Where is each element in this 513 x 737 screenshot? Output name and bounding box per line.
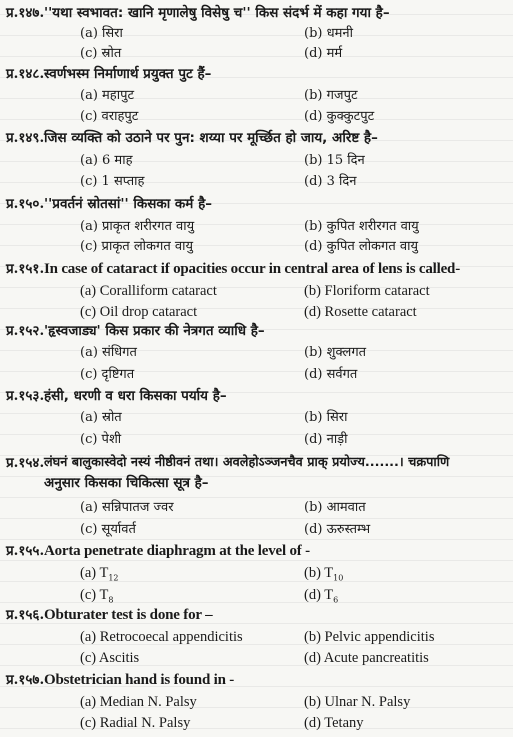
question-152 [0, 321, 513, 382]
option-d: (d) Tetany [304, 715, 364, 731]
question-154 [0, 453, 513, 537]
question-number: प्र.१४८. [6, 66, 45, 82]
question-151 [0, 259, 513, 320]
option-b: (b) धमनी [304, 26, 353, 41]
option-a: (a) सिरा [80, 26, 123, 41]
option-c: (c) सूर्यावर्त [80, 522, 136, 537]
question-149 [0, 128, 513, 189]
option-d: (d) Acute pancreatitis [304, 650, 429, 666]
question-text: Obturater test is done for – [44, 607, 213, 623]
question-number: प्र.१५३. [6, 388, 45, 404]
option-d: (d) Rosette cataract [304, 304, 417, 320]
question-number: प्र.१५०. [6, 196, 45, 212]
question-number: प्र.१४९. [6, 130, 45, 146]
question-number: प्र.१५१. [6, 261, 45, 277]
option-c: (c) Oil drop cataract [80, 304, 198, 320]
question-150 [0, 194, 513, 254]
option-a: (a) $T_{12}$ [80, 565, 119, 583]
option-c: (c) वराहपुट [80, 109, 139, 124]
option-a: (a) 6 माह [80, 153, 133, 168]
option-a: (a) Retrocoecal appendicitis [80, 629, 243, 645]
option-c: (c) 1 सप्ताह [80, 174, 145, 189]
option-c: (c) प्राकृत लोकगत वायु [80, 239, 194, 254]
option-b: (b) गजपुट [304, 88, 358, 103]
question-text: 'हृस्वजाड्य' किस प्रकार की नेत्रगत व्याधि है– [44, 323, 265, 339]
option-b: (b) आमवात [304, 500, 366, 515]
question-156 [0, 605, 513, 666]
question-157 [0, 670, 513, 731]
question-155 [0, 541, 513, 605]
question-text: ''प्रवर्तनं स्रोतसां'' किसका कर्म है– [44, 196, 212, 212]
option-b: (b) सिरा [304, 410, 348, 425]
option-b: (b) शुक्लगत [304, 345, 367, 360]
option-b: (b) Floriform cataract [304, 283, 430, 299]
question-text-line-2: अनुसार किसका चिकित्सा सूत्र है– [44, 475, 209, 491]
question-text: हंसी, धरणी व धरा किसका पर्याय है– [44, 388, 227, 404]
option-c: (c) दृष्टिगत [80, 367, 135, 382]
option-b: (b) Ulnar N. Palsy [304, 694, 411, 710]
option-b: (b) 15 दिन [304, 153, 365, 168]
question-text: Obstetrician hand is found in - [44, 672, 235, 688]
question-text: जिस व्यक्ति को उठाने पर पुन: शय्या पर मूर्च्छित हो जाय, अरिष्ट है– [44, 130, 378, 146]
subscript: 6 [333, 595, 339, 605]
question-text: Aorta penetrate diaphragm at the level of - [44, 543, 310, 559]
question-text-line-1: लंघनं बालुकास्वेदो नस्यं नीष्ठीवनं तथा। अवलेहोऽञ्जनचैव प्राक् प्रयोज्य.......। चक्रपाणि [44, 455, 450, 470]
option-d: (d) नाड़ी [304, 432, 348, 447]
question-number: प्र.१५६. [6, 607, 45, 623]
subscript: 12 [108, 573, 119, 583]
option-c: (c) Radial N. Palsy [80, 715, 191, 731]
option-c: (c) $T_8$ [80, 587, 114, 605]
option-d: (d) कुक्कुटपुट [304, 109, 375, 124]
option-a: (a) संधिगत [80, 345, 137, 360]
option-d: (d) ऊरुस्तम्भ [304, 522, 371, 537]
option-a: (a) Median N. Palsy [80, 694, 197, 710]
subscript: 8 [108, 595, 114, 605]
option-d: (d) $T_6$ [304, 587, 339, 605]
question-153 [0, 386, 513, 447]
question-number: प्र.१४७. [6, 5, 45, 21]
question-text: स्वर्णभस्म निर्माणार्थ प्रयुक्त पुट हैं– [44, 66, 212, 82]
option-d: (d) मर्म [304, 46, 343, 61]
option-a: (a) Coralliform cataract [80, 283, 217, 299]
option-b: (b) $T_{10}$ [304, 565, 344, 583]
option-d: (d) सर्वगत [304, 367, 358, 382]
option-a: (a) महापुट [80, 88, 135, 103]
subscript: 10 [333, 573, 344, 583]
option-c: (c) पेशी [80, 432, 122, 447]
question-number: प्र.१५७. [6, 672, 45, 688]
question-text: In case of cataract if opacities occur in central area of lens is called- [44, 261, 460, 277]
option-d: (d) कुपित लोकगत वायु [304, 239, 419, 254]
question-148 [0, 64, 513, 124]
question-number: प्र.१५५. [6, 543, 45, 559]
option-d: (d) 3 दिन [304, 174, 357, 189]
option-b: (b) कुपित शरीरगत वायु [304, 219, 419, 234]
option-c: (c) Ascitis [80, 650, 140, 666]
option-a: (a) प्राकृत शरीरगत वायु [80, 219, 195, 234]
question-number: प्र.१५२. [6, 323, 45, 339]
question-147 [0, 3, 513, 61]
option-a: (a) सन्निपातज ज्वर [80, 500, 174, 515]
option-b: (b) Pelvic appendicitis [304, 629, 435, 645]
question-text: ''यथा स्वभावत: खानि मृणालेषु विसेषु च'' किस संदर्भ में कहा गया है– [44, 5, 390, 21]
option-c: (c) स्रोत [80, 46, 122, 61]
option-a: (a) स्रोत [80, 410, 122, 425]
question-number: प्र.१५४. [6, 455, 45, 471]
